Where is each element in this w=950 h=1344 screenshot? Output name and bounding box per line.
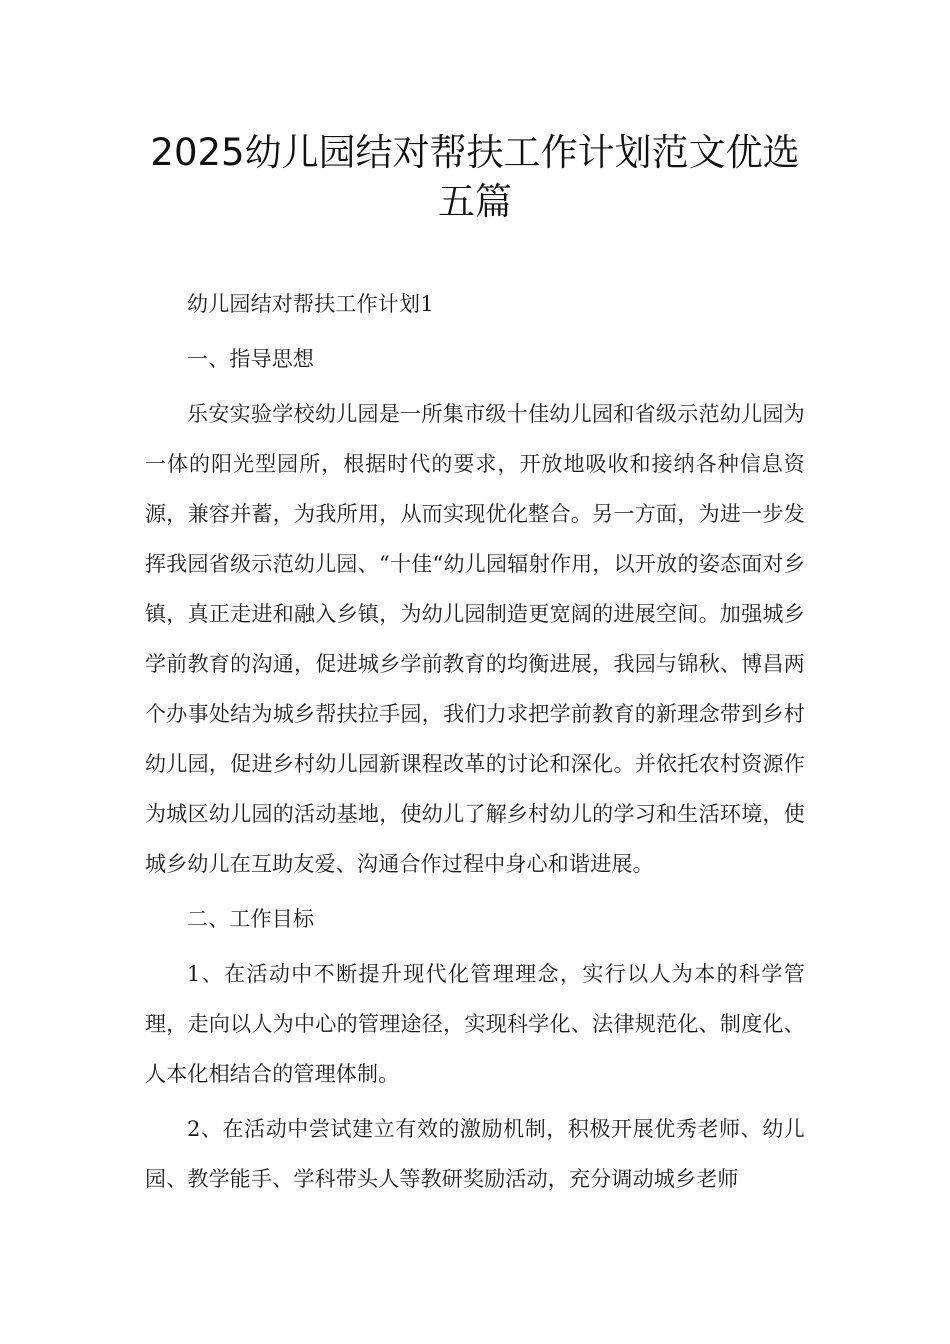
section-heading-work-goals: 二、工作目标 xyxy=(187,907,315,931)
paragraph-goal-2: 2、在活动中尝试建立有效的激励机制，积极开展优秀老师、幼儿园、教学能手、学科带头人等教研奖励活动，充分调动城乡老师 xyxy=(145,1117,805,1191)
paragraph-goal-1: 1、在活动中不断提升现代化管理理念，实行以人为本的科学管理，走向以人为中心的管理途径，实现科学化、法律规范化、制度化、人本化相结合的管理体制。 xyxy=(145,962,805,1086)
section-heading-guiding-ideology: 一、指导思想 xyxy=(187,347,315,371)
section-heading-plan-1: 幼儿园结对帮扶工作计划1 xyxy=(187,292,434,316)
paragraph-guiding-ideology: 乐安实验学校幼儿园是一所集市级十佳幼儿园和省级示范幼儿园为一体的阳光型园所，根据时代的要求，开放地吸收和接纳各种信息资源，兼容并蓄，为我所用，从而实现优化整合。另一方面，为进一步发挥我园省级示范幼儿园、“十佳“幼儿园辐射作用，以开放的姿态面对乡镇，真正走进和融入乡镇，为幼儿园制造更宽阔的进展空间。加强城乡学前教育的沟通，促进城乡学前教育的均衡进展，我园与锦秋、博昌两个办事处结为城乡帮扶拉手园，我们力求把学前教育的新理念带到乡村幼儿园，促进乡村幼儿园新课程改革的讨论和深化。并依托农村资源作为城区幼儿园的活动基地，使幼儿了解乡村幼儿的学习和生活环境，使城乡幼儿在互助友爱、沟通合作过程中身心和谐进展。 xyxy=(145,402,805,876)
document-title: 2025幼儿园结对帮扶工作计划范文优选五篇 xyxy=(150,131,800,223)
document-body xyxy=(145,279,805,1209)
